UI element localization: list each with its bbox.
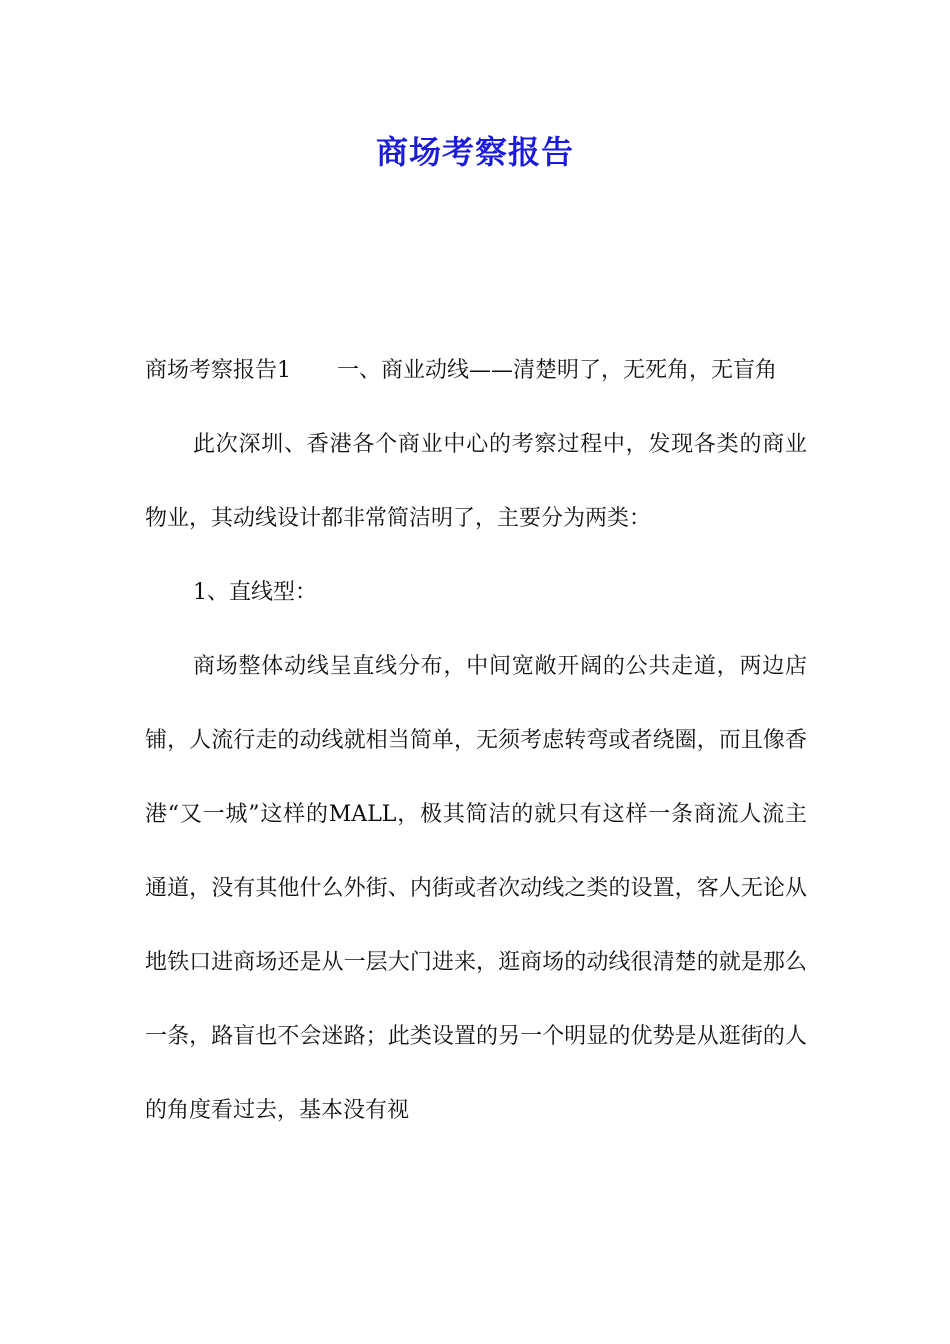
section-number: 商场考察报告1 <box>145 358 291 383</box>
paragraph-intro: 此次深圳、香港各个商业中心的考察过程中，发现各类的商业物业，其动线设计都非常简洁明了，主要分为两类： <box>145 432 807 531</box>
paragraph-linear-layout: 商场整体动线呈直线分布，中间宽敞开阔的公共走道，两边店铺，人流行走的动线就相当简单，无须考虑转弯或者绕圈，而且像香港“又一城”这样的MALL，极其简洁的就只有这样一条商流人流主通道，没有其他什么外街、内街或者次动线之类的设置，客人无论从地铁口进商场还是从一层大门进来，逛商场的动线很清楚的就是那么一条，路盲也不会迷路；此类设置的另一个明显的优势是从逛街的人的角度看过去，基本没有视 <box>145 654 807 1123</box>
section-heading-text: 一、商业动线——清楚明了，无死角，无盲角 <box>337 358 778 383</box>
document-body <box>145 334 807 1148</box>
paragraph-subheading: 1、直线型： <box>193 580 317 605</box>
section-heading <box>145 334 807 408</box>
document-title: 商场考察报告 <box>375 133 574 171</box>
